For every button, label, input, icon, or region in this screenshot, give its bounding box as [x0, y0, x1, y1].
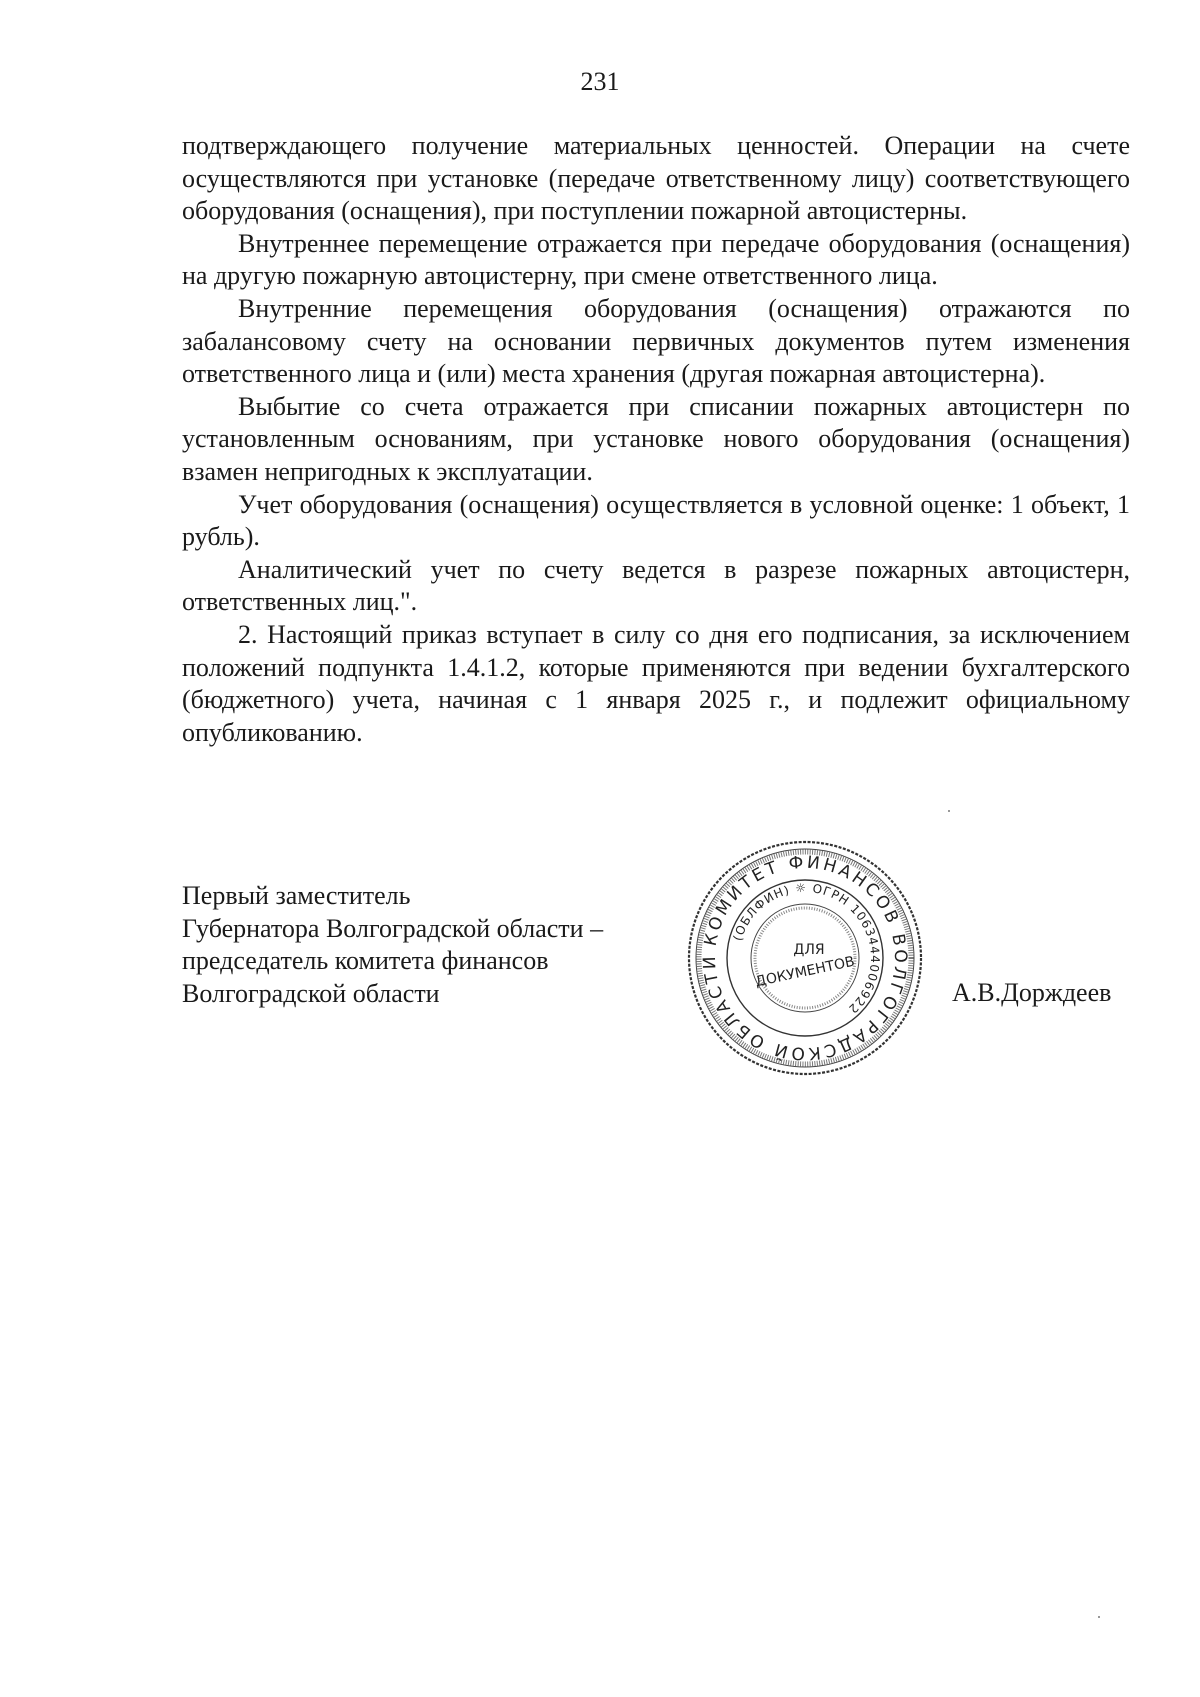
page-number: 231 — [580, 67, 620, 96]
signer-title-line: Губернатора Волгоградской области – — [182, 913, 604, 943]
seal-graphic — [685, 838, 925, 1078]
seal-center-line1: ДЛЯ — [793, 942, 825, 958]
seal-inner-text: (ОБЛФИН) ☼ ОГРН 1063444006922 — [730, 880, 883, 1017]
seal-center-line2: ДОКУМЕНТОВ — [753, 953, 857, 991]
official-seal-stamp — [685, 838, 925, 1078]
signer-title-line: Волгоградской области — [182, 978, 440, 1008]
signer-name: А.В.Дорждеев — [952, 978, 1112, 1007]
paragraph-accounting-valuation: Учет оборудования (оснащения) осуществляется в условной оценке: 1 объект, 1 рубль). — [182, 489, 1130, 552]
paragraph-internal-movement: Внутреннее перемещение отражается при передаче оборудования (оснащения) на другую пожарную автоцистерну, при смене ответственного лица. — [182, 228, 1130, 291]
signer-title-line: председатель комитета финансов — [182, 946, 549, 976]
signature-title-block — [182, 880, 682, 1010]
document-body — [182, 130, 1130, 749]
paragraph-continuation: подтверждающего получение материальных ценностей. Операции на счете осуществляются при установке (передаче ответственному лицу) соответствующего оборудования (оснащения), при поступлении пожарной автоцистерны. — [182, 131, 1130, 226]
scan-speck — [1098, 1616, 1100, 1618]
scan-speck — [948, 810, 950, 812]
signer-title-line: Первый заместитель — [182, 881, 411, 910]
seal-outer-text: КОМИТЕТ ФИНАНСОВ ВОЛГОГРАДСКОЙ ОБЛАСТИ — [699, 852, 911, 1064]
paragraph-internal-movements-offbalance: Внутренние перемещения оборудования (оснащения) отражаются по забалансовому счету на основании первичных документов путем изменения ответственного лица и (или) места хранения (другая пожарная автоцистерна). — [182, 293, 1130, 389]
paragraph-effective-date: 2. Настоящий приказ вступает в силу со дня его подписания, за исключением положений подпункта 1.4.1.2, которые применяются при ведении бухгалтерского (бюджетного) учета, начиная с 1 января 2025 г., и подлежит официальному опубликованию. — [182, 619, 1130, 747]
paragraph-disposal: Выбытие со счета отражается при списании пожарных автоцистерн по установленным основаниям, при установке нового оборудования (оснащения) взамен непригодных к эксплуатации. — [182, 391, 1130, 486]
paragraph-analytical-accounting: Аналитический учет по счету ведется в разрезе пожарных автоцистерн, ответственных лиц.". — [182, 554, 1130, 617]
